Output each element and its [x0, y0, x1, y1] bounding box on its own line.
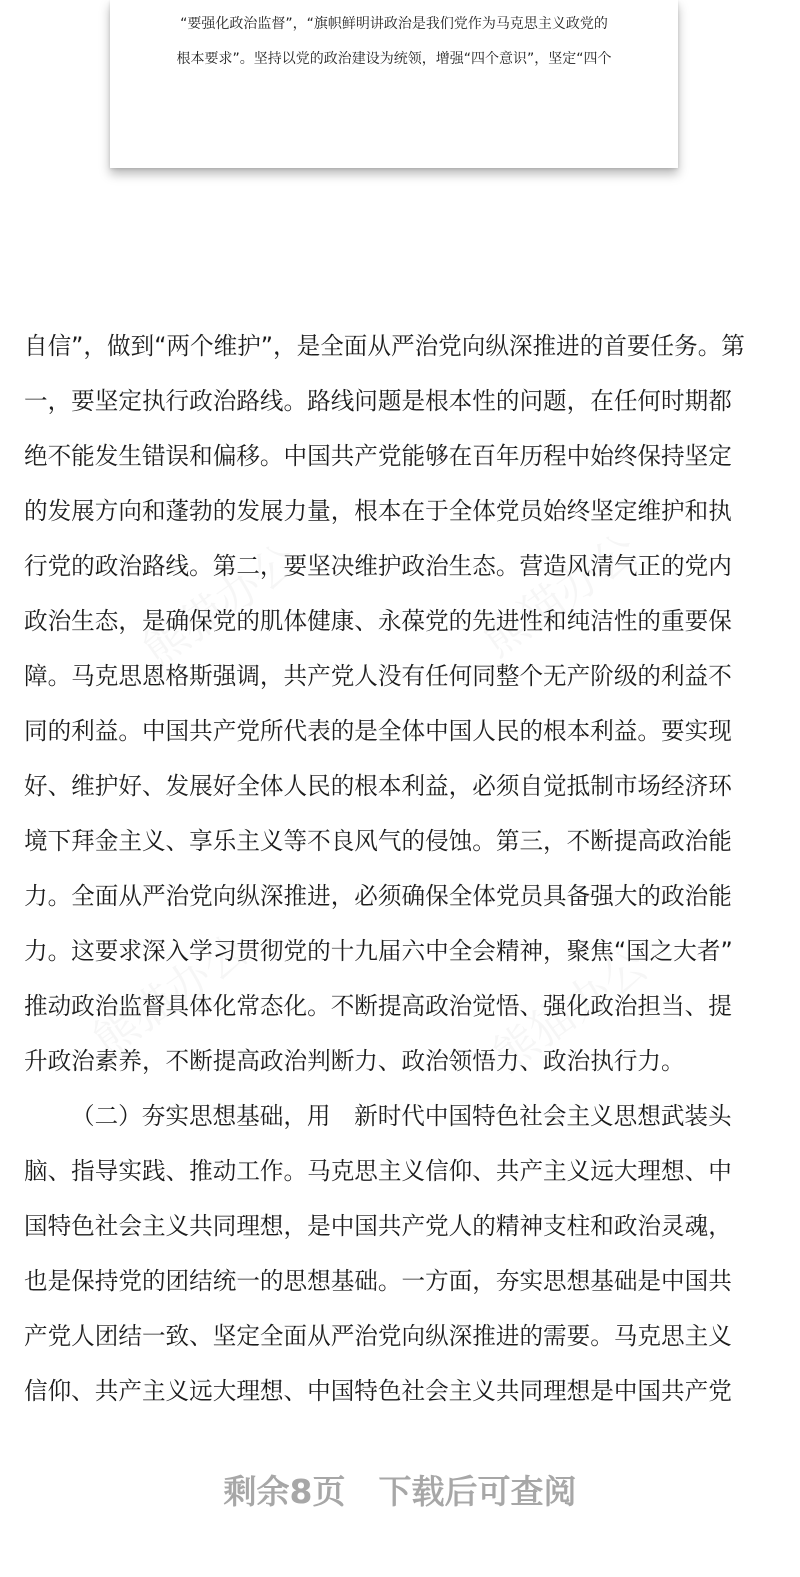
- body-line: 障。马克思恩格斯强调，共产党人没有任何同整个无产阶级的利益不: [24, 662, 732, 690]
- body-line: 好、维护好、发展好全体人民的根本利益，必须自觉抵制市场经济环: [24, 772, 732, 800]
- body-line: 政治生态，是确保党的肌体健康、永葆党的先进性和纯洁性的重要保: [24, 607, 732, 635]
- body-line: 力。这要求深入学习贯彻党的十九届六中全会精神，聚焦“国之大者”: [24, 937, 733, 965]
- body-line: 同的利益。中国共产党所代表的是全体中国人民的根本利益。要实现: [24, 717, 732, 745]
- preview-line-1: “要强化政治监督”，“旗帜鲜明讲政治是我们党作为马克思主义政党的: [180, 16, 608, 32]
- body-line: 国特色社会主义共同理想，是中国共产党人的精神支柱和政治灵魂，: [24, 1212, 732, 1240]
- body-line: 境下拜金主义、享乐主义等不良风气的侵蚀。第三，不断提高政治能: [24, 827, 732, 855]
- body-line: 自信”，做到“两个维护”，是全面从严治党向纵深推进的首要任务。第: [24, 332, 745, 360]
- body-line: 升政治素养，不断提高政治判断力、政治领悟力、政治执行力。: [24, 1047, 685, 1075]
- paragraph-first-line: （二）夯实思想基础，用 新时代中国特色社会主义思想武装头: [71, 1102, 732, 1130]
- watermark: [128, 525, 309, 678]
- body-line: 推动政治监督具体化常态化。不断提高政治觉悟、强化政治担当、提: [24, 992, 732, 1020]
- preview-card: [110, 0, 678, 168]
- body-line: 绝不能发生错误和偏移。中国共产党能够在百年历程中始终保持坚定: [24, 442, 732, 470]
- body-line: 也是保持党的团结统一的思想基础。一方面，夯实思想基础是中国共: [24, 1267, 732, 1295]
- remaining-pages-notice[interactable]: 剩余8页 下载后可查阅: [223, 1472, 577, 1511]
- body-line: 一，要坚定执行政治路线。路线问题是根本性的问题，在任何时期都: [24, 387, 732, 415]
- body-line: 产党人团结一致、坚定全面从严治党向纵深推进的需要。马克思主义: [24, 1322, 732, 1350]
- body-line: 行党的政治路线。第二，要坚决维护政治生态。营造风清气正的党内: [24, 552, 732, 580]
- preview-line-2: 根本要求”。坚持以党的政治建设为统领，增强“四个意识”，坚定“四个: [176, 51, 612, 67]
- body-line: 脑、指导实践、推动工作。马克思主义信仰、共产主义远大理想、中: [24, 1157, 732, 1185]
- watermark: [468, 515, 649, 668]
- body-line: 的发展方向和蓬勃的发展力量，根本在于全体党员始终坚定维护和执: [24, 497, 732, 525]
- body-line: 信仰、共产主义远大理想、中国特色社会主义共同理想是中国共产党: [24, 1377, 732, 1405]
- body-line: 力。全面从严治党向纵深推进，必须确保全体党员具备强大的政治能: [24, 882, 732, 910]
